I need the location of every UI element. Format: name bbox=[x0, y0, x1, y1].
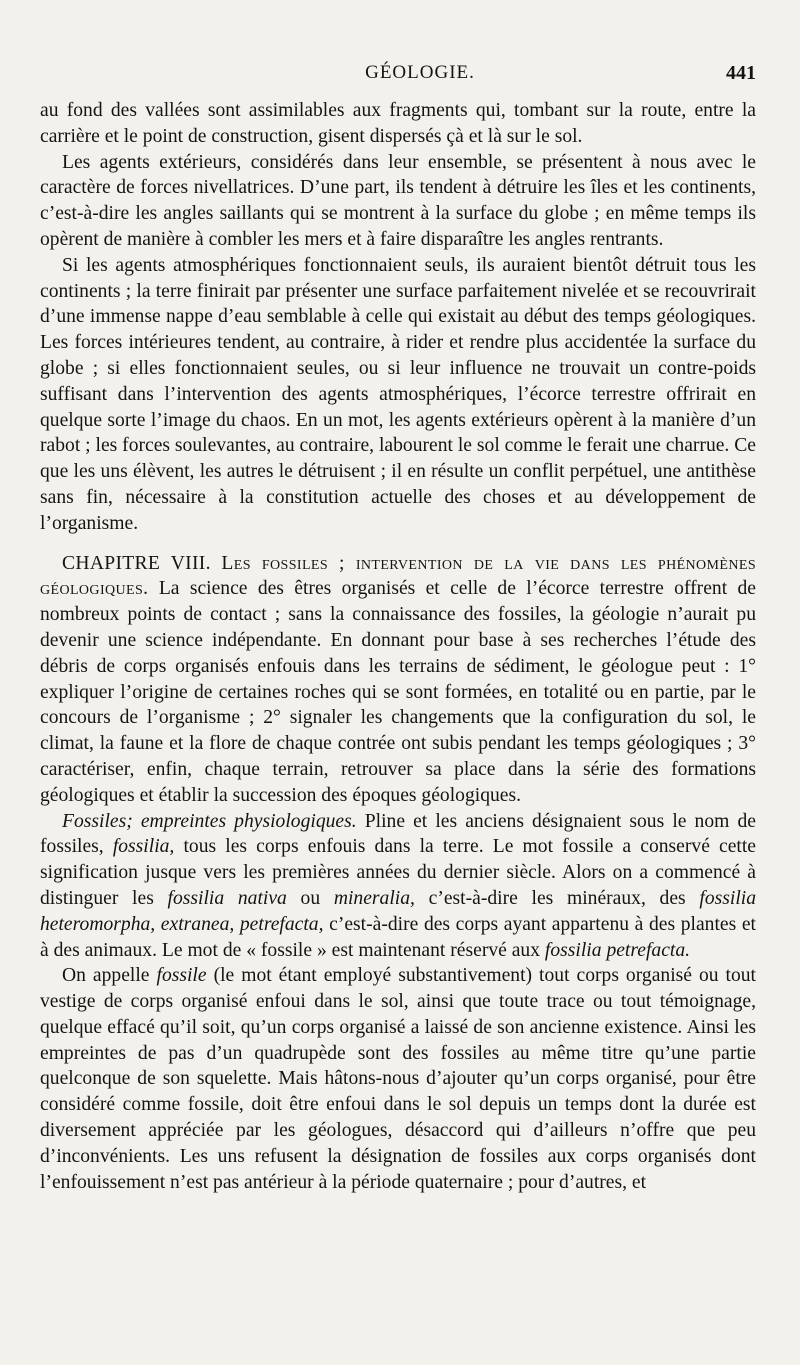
text-run: c’est-à-dire des corps ayant appartenu à des plantes et à des animaux. Le mot de « fossile » est maintenant réservé aux bbox=[40, 913, 756, 961]
italic-term: fossilia nativa bbox=[167, 887, 287, 909]
page-number: 441 bbox=[726, 62, 756, 84]
chapter-paragraph bbox=[40, 551, 756, 809]
running-title: GÉOLOGIE. bbox=[365, 62, 475, 83]
text-run: tous les corps enfouis dans la terre. Le mot fossile a conservé cette signification jusque vers les premières années du dernier siècle. Alors on a commencé à distinguer les bbox=[40, 836, 756, 909]
paragraph-2: Les agents extérieurs, considérés dans leur ensemble, se présentent à nous avec le caractère de forces nivellatrices. D’une part, ils tendent à détruire les îles et les continents, c’est-à-dire les angles saillants qui se montrent à la surface du globe ; en même temps ils opèrent de manière à combler les mers et à faire disparaître les angles rentrants. bbox=[40, 151, 756, 250]
paragraph-fossiles bbox=[40, 809, 756, 964]
chapter-text: La science des êtres organisés et celle de l’écorce terrestre offrent de nombreux points de contact ; sans la connaissance des fossiles, la géologie n’aurait pu devenir une science indépendante. En donnant pour base à ses recherches l’étude des débris de corps organisés enfouis dans les terrains de sédiment, le géologue peut : 1° expliquer l’origine de certaines roches qui se sont formées, en totalité ou en partie, par le concours de l’organisme ; 2° signaler les changements que la configuration du sol, le climat, la faune et la flore de chaque contrée ont subis pendant les temps géologiques ; 3° caractériser, enfin, chaque terrain, retrouver sa place dans la série des formations géologiques et établir la succession des époques géologiques. bbox=[40, 578, 756, 806]
paragraph-3: Si les agents atmosphériques fonctionnaient seuls, ils auraient bientôt détruit tous les continents ; la terre finirait par présenter une surface parfaitement nivelée et se recouvrirait d’une immense nappe d’eau semblable à celle qui existait au début des temps géologiques. Les forces intérieures tendent, au contraire, à rider et rendre plus accidentée la surface du globe ; si elles fonctionnaient seules, ou si leur influence ne trouvait un contre-poids suffisant dans l’intervention des agents atmosphériques, l’écorce terrestre offrirait en quelque sorte l’image du chaos. En un mot, les agents extérieurs opèrent à la manière d’un rabot ; les forces soulevantes, au contraire, labourent le sol comme le ferait une charrue. Ce que les uns élèvent, les autres le détruisent ; il en résulte un conflit perpétuel, une antithèse sans fin, nécessaire à la constitution actuelle des choses et au développement de l’organisme. bbox=[40, 254, 756, 534]
paragraph-definition bbox=[40, 963, 756, 1195]
body-text bbox=[40, 98, 756, 1195]
chapter-title: CHAPITRE VIII. bbox=[62, 552, 211, 574]
text-run: Pline et les anciens désignaient sous le nom de fossiles, bbox=[40, 810, 756, 858]
italic-term: fossile bbox=[156, 965, 207, 987]
text-run: ou bbox=[286, 887, 334, 909]
italic-term: mineralia, bbox=[333, 887, 415, 909]
section-lead: Fossiles; empreintes physiologiques. bbox=[62, 810, 357, 832]
italic-term: fossilia, bbox=[112, 836, 175, 858]
text-run: c’est-à-dire les minéraux, des bbox=[414, 887, 700, 909]
text-run: (le mot étant employé substantivement) tout corps organisé ou tout vestige de corps organisé enfoui dans le sol, ainsi que toute trace ou tout témoignage, quelque effacé qu’il soit, qu’un corps organisé a laissé de son ancienne existence. Ainsi les empreintes de pas d’un quadrupède sont des fossiles au même titre qu’une partie quelconque de son squelette. Mais hâtons-nous d’ajouter qu’un corps organisé, pour être considéré comme fossile, doit être enfoui dans le sol depuis un temps dont la durée est diversement appréciée par les géologues, désaccord qui d’ailleurs n’offre que peu d’inconvénients. Les uns refusent la désignation de fossiles aux corps organisés dont l’enfouissement n’est pas antérieur à la période quaternaire ; pour d’autres, et bbox=[40, 965, 756, 1193]
paragraph-1: au fond des vallées sont assimilables aux fragments qui, tombant sur la route, entre la carrière et le point de construction, gisent dispersés çà et là sur le sol. bbox=[40, 100, 756, 147]
text-run: On appelle bbox=[62, 965, 157, 987]
chapter-heading: Les fossiles ; intervention de la vie dans les phénomènes géologiques. bbox=[40, 552, 756, 600]
italic-term: fossilia heteromorpha, extranea, petrefacta, bbox=[40, 887, 757, 935]
page-header bbox=[40, 62, 756, 90]
italic-term: fossilia petrefacta. bbox=[544, 939, 691, 961]
